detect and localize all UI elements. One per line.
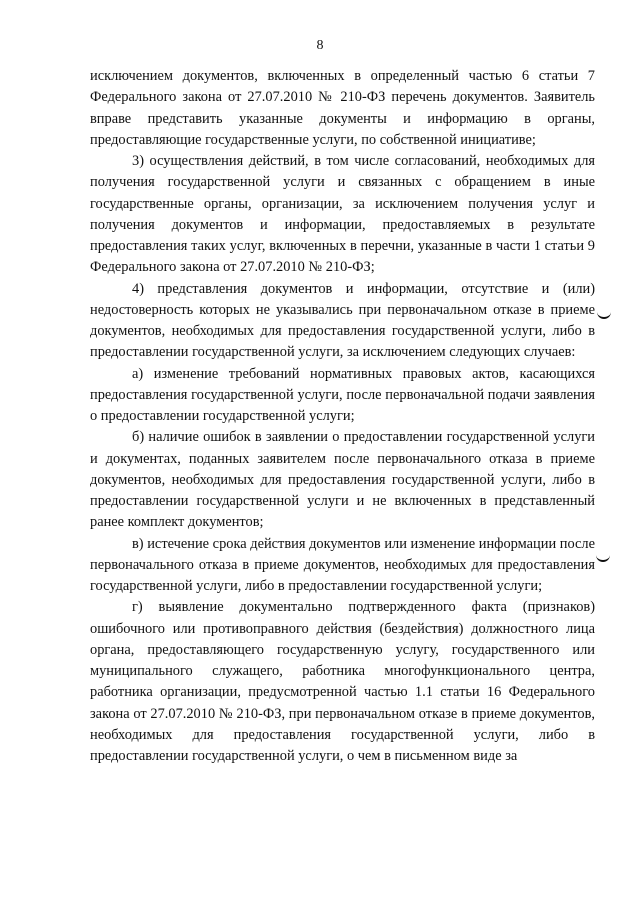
paragraph-subitem-v: в) истечение срока действия документов или изменение информации после первоначального отказа в приеме документов, необходимых для предоставления государственной услуги, либо в предоставлении государственной услуги;: [90, 535, 595, 594]
paragraph-subitem-b: б) наличие ошибок в заявлении о предоставлении государственной услуги и документах, поданных заявителем после первоначального отказа в приеме документов, необходимых для предоставления государственной услуги, либо в предоставлении государственной услуги и не включенных в представленный ранее комплект документов;: [90, 429, 595, 531]
margin-pen-mark: [597, 312, 611, 319]
page-number: 8: [316, 38, 324, 53]
document-body: [90, 66, 595, 767]
paragraph-item-3: 3) осуществления действий, в том числе согласований, необходимых для получения государственной услуги и связанных с обращением в иные государственные органы, организации, за исключением получения услуг и получения документов и информации, предоставляемых в результате предоставления таких услуг, включенных в перечни, указанные в части 1 статьи 9 Федерального закона от 27.07.2010 № 210-ФЗ;: [90, 153, 595, 276]
paragraph-subitem-g: г) выявление документально подтвержденного факта (признаков) ошибочного или противоправного действия (бездействия) должностного лица органа, предоставляющего государственную услугу, государственного или муниципального служащего, работника многофункционального центра, работника организации, предусмотренной частью 1.1 статьи 16 Федерального закона от 27.07.2010 № 210-ФЗ, при первоначальном отказе в приеме документов, необходимых для предоставления государственной услуги, либо в предоставлении государственной услуги, о чем в письменном виде за: [90, 599, 595, 764]
paragraph-item-4: 4) представления документов и информации, отсутствие и (или) недостоверность которых не указывались при первоначальном отказе в приеме документов, необходимых для предоставления государственной услуги, либо в предоставлении государственной услуги, за исключением следующих случаев:: [90, 280, 595, 361]
margin-pen-mark: [596, 555, 610, 562]
paragraph-continuation: исключением документов, включенных в определенный частью 6 статьи 7 Федерального закона от 27.07.2010 № 210-ФЗ перечень документов. Заявитель вправе представить указанные документы и информацию в органы, предоставляющие государственные услуги, по собственной инициативе;: [90, 68, 595, 148]
paragraph-subitem-a: а) изменение требований нормативных правовых актов, касающихся предоставления государственной услуги, после первоначальной подачи заявления о предоставлении государственной услуги;: [90, 365, 595, 424]
